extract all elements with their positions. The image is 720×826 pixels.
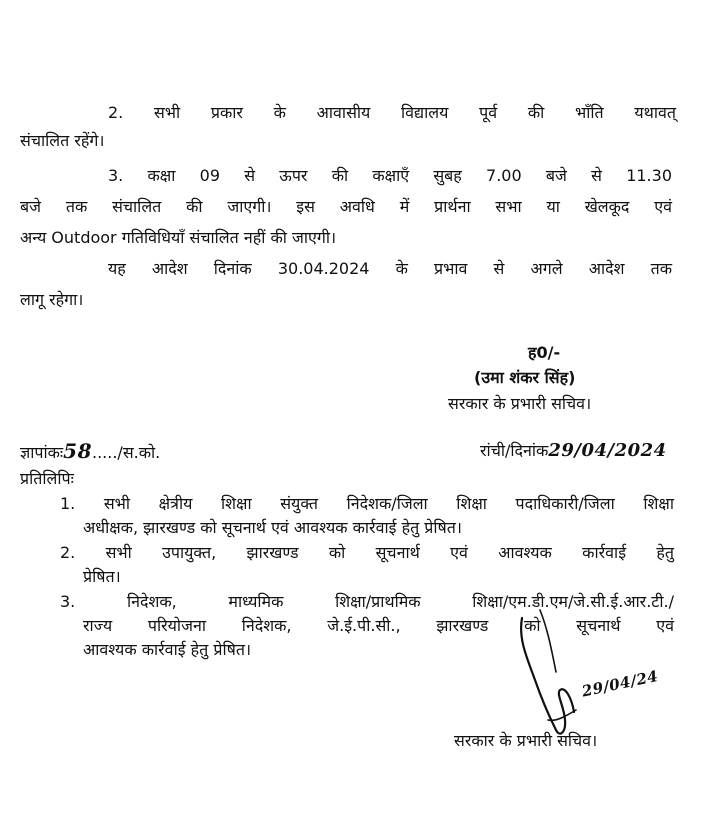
copy-item1-line1: 1. सभी क्षेत्रीय शिक्षा संयुक्त निदेशक/जिला शिक्षा पदाधिकारी/जिला शिक्षा [60, 494, 674, 513]
copy-item3-line1: 3. निदेशक, माध्यमिक शिक्षा/प्राथमिक शिक्षा/एम.डी.एम/जे.सी.ई.आर.टी./ [60, 592, 674, 611]
copy-item3-line2: राज्य परियोजना निदेशक, जे.ई.पी.सी., झारखण्ड को सूचनार्थ एवं [83, 616, 674, 635]
order-line1: यह आदेश दिनांक 30.04.2024 के प्रभाव से अगले आदेश तक [108, 259, 672, 278]
date-handwritten: 29/04/2024 [548, 440, 667, 461]
para2-line1: 2. सभी प्रकार के आवासीय विद्यालय पूर्व की भाँति यथावत् [108, 103, 676, 122]
copy-item2-line2: प्रेषित। [83, 567, 121, 586]
memo-number-prefix: ज्ञापांकः [20, 443, 64, 462]
signatory-designation: सरकार के प्रभारी सचिव। [448, 394, 592, 413]
footer-designation: सरकार के प्रभारी सचिव। [454, 731, 598, 750]
para3-line3: अन्य Outdoor गतिविधियाँ संचालित नहीं की जाएगी। [20, 228, 337, 247]
place-date-prefix: रांची/दिनांक [480, 441, 549, 460]
para3-line2: बजे तक संचालित की जाएगी। इस अवधि में प्रार्थना सभा या खेलकूद एवं [20, 197, 672, 216]
memo-number-handwritten: 58 [63, 439, 92, 463]
handwritten-sign-date: 29/04/24 [580, 666, 660, 701]
para2-line2: संचालित रहेंगे। [20, 131, 105, 150]
copy-item2-line1: 2. सभी उपायुक्त, झारखण्ड को सूचनार्थ एवं आवश्यक कार्रवाई हेतु [60, 543, 674, 562]
memo-number-suffix: ...../स.को. [92, 443, 161, 462]
para3-line1: 3. कक्षा 09 से ऊपर की कक्षाएँ सुबह 7.00 बजे से 11.30 [108, 166, 672, 185]
copies-heading: प्रतिलिपिः [20, 469, 74, 488]
signed-mark: ह0/- [528, 343, 561, 362]
order-line2: लागू रहेगा। [20, 290, 84, 309]
signatory-name: (उमा शंकर सिंह) [474, 368, 576, 387]
copy-item3-line3: आवश्यक कार्रवाई हेतु प्रेषित। [83, 640, 252, 659]
copy-item1-line2: अधीक्षक, झारखण्ड को सूचनार्थ एवं आवश्यक कार्रवाई हेतु प्रेषित। [83, 518, 462, 537]
